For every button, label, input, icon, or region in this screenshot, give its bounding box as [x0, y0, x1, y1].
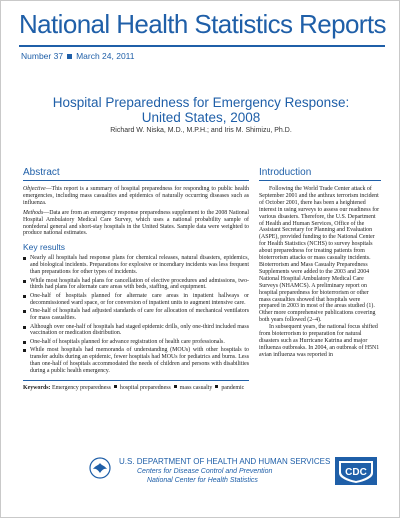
list-item: Nearly all hospitals had response plans for chemical releases, natural disasters, epidemics, and biological incidents. Preparations for explosive or incendiary incidents was less frequent than preparations for other types of incidents.	[23, 255, 249, 276]
report-authors: Richard W. Niska, M.D., M.P.H.; and Iris M. Shimizu, Ph.D.	[110, 127, 292, 134]
abstract-heading: Abstract	[23, 167, 249, 181]
page-footer	[1, 453, 399, 517]
bullet-icon	[23, 326, 26, 329]
introduction-heading: Introduction	[259, 167, 381, 181]
list-item: One-half of hospitals had adjusted standards of care for allocation of mechanical ventilators for mass casualties.	[23, 308, 249, 322]
methods-label: Methods	[23, 209, 44, 216]
introduction-column	[259, 167, 381, 359]
list-item: Although over one-half of hospitals had staged epidemic drills, only one-third included mass vaccination or medication distribution.	[23, 324, 249, 338]
keyword: Emergency preparedness	[51, 384, 111, 391]
bullet-icon	[23, 341, 26, 344]
bullet-icon	[174, 385, 177, 388]
methods-paragraph	[23, 210, 249, 238]
keyword: hospital preparedness	[119, 384, 171, 391]
bullet-icon	[23, 257, 26, 260]
introduction-body	[259, 186, 381, 359]
department-name: U.S. DEPARTMENT OF HEALTH AND HUMAN SERVICES	[119, 457, 331, 466]
bullet-icon	[114, 385, 117, 388]
bullet-icon	[23, 280, 26, 283]
report-title-line-1: Hospital Preparedness for Emergency Response:	[52, 95, 350, 110]
key-results-list	[23, 255, 249, 375]
report-title-line-2: United States, 2008	[141, 110, 261, 125]
introduction-paragraph-2: In subsequent years, the national focus shifted from bioterrorism to preparation for natural disasters such as Hurricane Katrina and major influenza outbreaks. In 2004, an outbreak of H5N1 avian influenza was reported in	[259, 324, 380, 358]
list-item: While most hospitals had plans for cancellation of elective procedures and admissions, two-thirds had plans for alternate care areas with beds, staffing, and equipment.	[23, 278, 249, 292]
keyword: mass casualty	[179, 384, 213, 391]
objective-paragraph	[23, 186, 249, 207]
methods-text: —Data are from an emergency response preparedness supplement to the 2008 National Hospital Ambulatory Medical Care Survey, which uses a national probability sample of nonfederal general and short-stay hospitals in the United States. Sample data were weighted to produce national estimates.	[23, 209, 249, 237]
abstract-column	[23, 167, 249, 392]
issue-date: March 24, 2011	[76, 51, 135, 61]
cdc-logo-icon	[335, 457, 377, 485]
hhs-eagle-logo-icon	[89, 457, 111, 479]
cdc-logo-text: CDC	[345, 467, 367, 478]
list-item: One-half of hospitals planned for alternate care areas in inpatient hallways or decommissioned ward space, or for conversion of inpatient units to augment intensive care.	[23, 293, 249, 307]
bullet-icon	[23, 349, 26, 352]
bullet-icon	[23, 310, 26, 313]
list-item: While most hospitals had memoranda of understanding (MOUs) with other hospitals to transfer adults during an epidemic, fewer hospitals had MOUs for pediatrics and burns. Less than one-half of hospitals accommodated the needs of children and persons with disabilities during a public health emergency.	[23, 347, 249, 375]
square-separator-icon	[67, 54, 72, 59]
nchs-name: National Center for Health Statistics	[147, 477, 258, 484]
cdc-name: Centers for Disease Control and Prevention	[137, 468, 273, 475]
report-title	[41, 95, 361, 125]
introduction-paragraph-1: Following the World Trade Center attack of September 2001 and the anthrax terrorism incident of October 2001, there has been a heightened interest in using surveys to assess our readiness for various disasters. Therefore, the U.S. Department of Health and Human Services, Office of the Assistant Secretary for Planning and Evaluation (ASPE), provided funding to the National Center for Health Statistics (NCHS) to survey hospitals about preparedness for treating patients from bioterrorism attacks or mass casualty incidents. Bioterrorism and Mass Casualty Preparedness Supplements were added to the 2003 and 2004 National Hospital Ambulatory Medical Care Surveys (NHAMCS). A preliminary report on hospital preparedness for bioterrorism or other mass casualties showed that hospitals were prepared in 2003 in most of the areas studied (1). Other more comprehensive publications covering both years followed (2–4).	[259, 186, 380, 324]
issue-number: Number 37	[21, 51, 64, 61]
objective-label: Objective	[23, 186, 46, 192]
keywords-label: Keywords:	[23, 384, 51, 391]
issue-line	[21, 51, 135, 61]
bullet-icon	[215, 385, 218, 388]
series-title: National Health Statistics Reports	[19, 9, 386, 39]
masthead-rule	[19, 45, 385, 47]
objective-text: —This report is a summary of hospital preparedness for responding to public health emergencies, including mass casualties and epidemics of naturally occurring diseases such as influenza.	[23, 186, 249, 206]
keywords-line	[23, 380, 249, 392]
keyword: pandemic	[221, 384, 245, 391]
key-results-heading: Key results	[23, 242, 66, 253]
list-item: One-half of hospitals planned for advance registration of health care professionals.	[23, 339, 249, 346]
bullet-icon	[23, 295, 26, 298]
